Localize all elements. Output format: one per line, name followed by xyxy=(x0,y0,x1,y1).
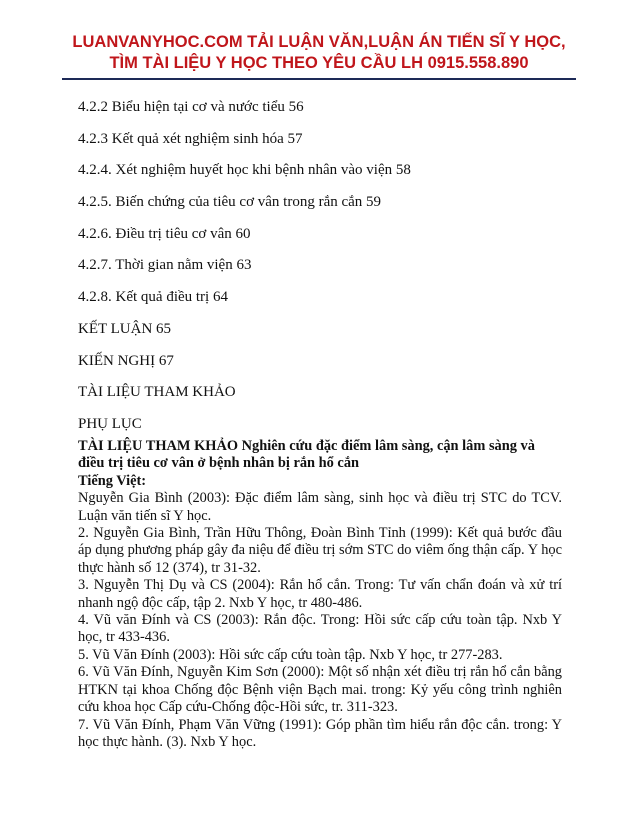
references-title: TÀI LIỆU THAM KHẢO Nghiên cứu đặc điểm lâm sàng, cận lâm sàng và điều trị tiêu cơ vân ở bệnh nhân bị rắn hổ cắn xyxy=(78,438,535,472)
toc-item: 4.2.3 Kết quả xét nghiệm sinh hóa 57 xyxy=(78,130,303,147)
reference-entry: 2. Nguyễn Gia Bình, Trần Hữu Thông, Đoàn Bình Tỉnh (1999): Kết quả bước đầu áp dụng phương pháp gây đa niệu để điều trị sớm STC do viêm ống thận cấp. Y học thực hành số 12 (374), tr 31-32. xyxy=(78,525,562,576)
reference-entry: 6. Vũ Văn Đính, Nguyễn Kim Sơn (2000): Một số nhận xét điều trị rắn hổ cắn bằng HTKN tại khoa Chống độc Bệnh viện Bạch mai. trong: Kỷ yếu công trình nghiên cứu khoa học Cấp cứu-Chống độc-Hồi sức, tr. 311-323. xyxy=(78,664,562,716)
toc-item: KẾT LUẬN 65 xyxy=(78,320,172,337)
header-line-1: LUANVANYHOC.COM TẢI LUẬN VĂN,LUẬN ÁN TIẾN SĨ Y HỌC, xyxy=(72,33,566,51)
reference-entry: Nguyễn Gia Bình (2003): Đặc điểm lâm sàng, sinh học và điều trị STC do TCV. Luận văn tiến sĩ Y học. xyxy=(78,490,562,524)
header-line-2: TÌM TÀI LIỆU Y HỌC THEO YÊU CẦU LH 0915.558.890 xyxy=(109,54,529,72)
toc-item: PHỤ LỤC xyxy=(78,415,142,432)
reference-entry: 7. Vũ Văn Đính, Phạm Văn Vững (1991): Góp phần tìm hiểu rắn độc cắn. trong: Y học thực hành. (3). Nxb Y học. xyxy=(78,716,562,750)
toc-item: TÀI LIỆU THAM KHẢO xyxy=(78,384,236,401)
toc-item: 4.2.8. Kết quả điều trị 64 xyxy=(78,289,228,306)
reference-entry: 4. Vũ văn Đính và CS (2003): Rắn độc. Trong: Hồi sức cấp cứu toàn tập. Nxb Y học, tr 433-436. xyxy=(78,612,562,646)
toc-item: 4.2.2 Biểu hiện tại cơ và nước tiểu 56 xyxy=(78,99,304,115)
table-of-contents xyxy=(78,98,568,447)
reference-entry: 5. Vũ Văn Đính (2003): Hồi sức cấp cứu toàn tập. Nxb Y học, tr 277-283. xyxy=(78,646,503,663)
references-subtitle: Tiếng Việt: xyxy=(78,472,147,489)
references-section xyxy=(78,438,562,751)
toc-item: 4.2.6. Điều trị tiêu cơ vân 60 xyxy=(78,225,251,242)
toc-item: 4.2.5. Biến chứng của tiêu cơ vân trong rắn cắn 59 xyxy=(78,194,382,211)
header-divider xyxy=(62,78,576,80)
reference-entry: 3. Nguyễn Thị Dụ và CS (2004): Rắn hổ cắn. Trong: Tư vấn chẩn đoán và xử trí nhanh ngộ độc cấp, tập 2. Nxb Y học, tr 480-486. xyxy=(78,577,562,611)
toc-item: 4.2.4. Xét nghiệm huyết học khi bệnh nhân vào viện 58 xyxy=(78,162,411,179)
toc-item: 4.2.7. Thời gian nằm viện 63 xyxy=(78,257,252,274)
page-header xyxy=(62,32,576,74)
toc-item: KIẾN NGHỊ 67 xyxy=(78,352,174,369)
